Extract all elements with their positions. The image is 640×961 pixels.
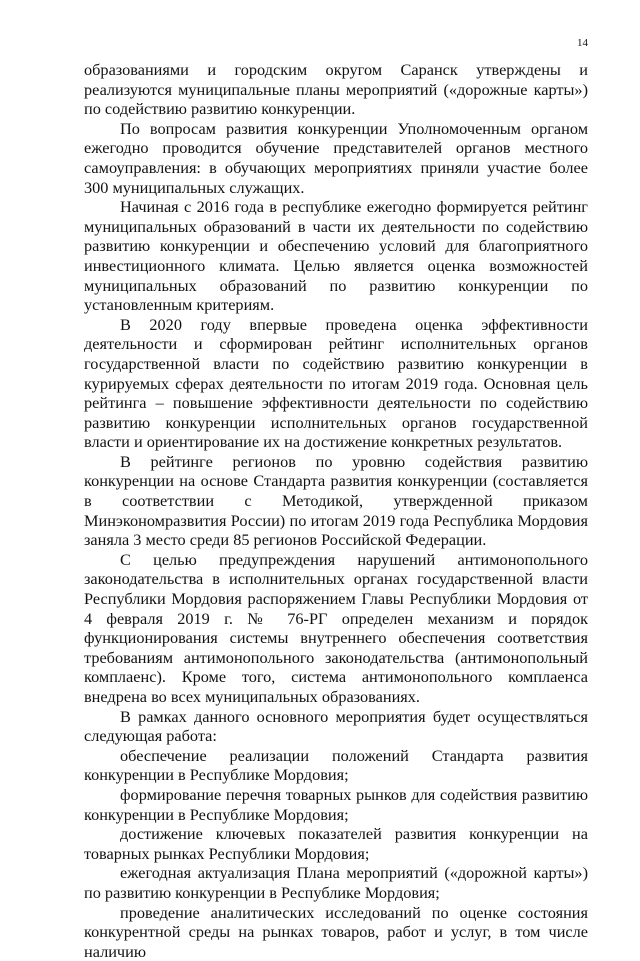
list-item: ежегодная актуализация Плана мероприятий («дорожной карты») по развитию конкуренции в Республике Мордовия; — [84, 863, 588, 902]
list-item: формирование перечня товарных рынков для содействия развитию конкуренции в Республике Мордовия; — [84, 784, 588, 824]
paragraph-regional-rating: В рейтинге регионов по уровню содействия развитию конкуренции на основе Стандарта развития конкуренции (составляется в соответствии с Методикой, утвержденной приказом Минэкономразвития России) по итогам 2019 года Республика Мордовия заняла 3 место среди 85 регионов Российской Федерации. — [84, 451, 588, 550]
paragraph-municipal-rating: Начиная с 2016 года в республике ежегодно формируется рейтинг муниципальных образований в части их деятельности по содействию развитию конкуренции и обеспечению условий для благоприятного инвестиционного климата. Целью является оценка возможностей муниципальных образований по развитию конкуренции по установленным критериям. — [84, 197, 588, 315]
document-body — [84, 60, 588, 961]
paragraph-work-intro: В рамках данного основного мероприятия будет осуществляться следующая работа: — [84, 706, 588, 746]
list-item: обеспечение реализации положений Стандарта развития конкуренции в Республике Мордовия; — [84, 745, 588, 785]
list-item: проведение аналитических исследований по оценке состояния конкурентной среды на рынках товаров, работ и услуг, в том числе наличию — [84, 902, 588, 961]
paragraph-municipal-plans: образованиями и городским округом Саранск утверждены и реализуются муниципальные планы мероприятий («дорожные карты») по содействию развитию конкуренции. — [84, 60, 588, 119]
list-item: достижение ключевых показателей развития конкуренции на товарных рынках Республики Мордовия; — [84, 824, 588, 863]
paragraph-antimonopoly-compliance: С целью предупреждения нарушений антимонопольного законодательства в исполнительных органах государственной власти Республики Мордовия распоряжением Главы Республики Мордовия от 4 февраля 2019 г. № 76-РГ определен механизм и порядок функционирования системы внутреннего обеспечения соответствия требованиям антимонопольного законодательства (антимонопольный комплаенс). Кроме того, система антимонопольного комплаенса внедрена во всех муниципальных образованиях. — [84, 549, 588, 706]
paragraph-training: По вопросам развития конкуренции Уполномоченным органом ежегодно проводится обучение представителей органов местного самоуправления: в обучающих мероприятиях приняли участие более 300 муниципальных служащих. — [84, 118, 588, 197]
paragraph-executive-rating: В 2020 году впервые проведена оценка эффективности деятельности и сформирован рейтинг исполнительных органов государственной власти по содействию развитию конкуренции в курируемых сферах деятельности по итогам 2019 года. Основная цель рейтинга – повышение эффективности деятельности по содействию развитию конкуренции исполнительных органов государственной власти и ориентирование их на достижение конкретных результатов. — [84, 314, 588, 452]
page-number: 14 — [577, 37, 588, 49]
